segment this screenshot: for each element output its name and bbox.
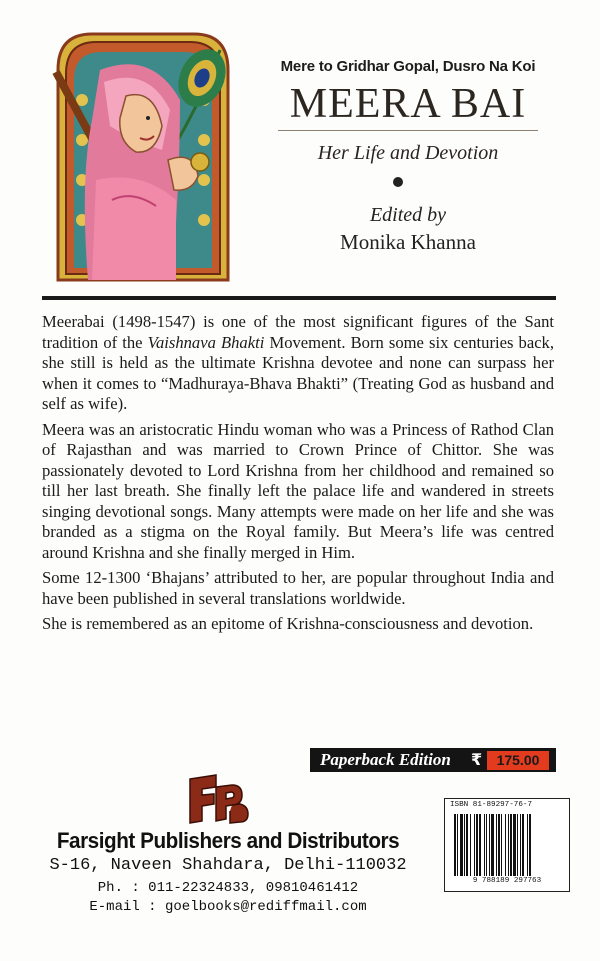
book-subtitle: Her Life and Devotion xyxy=(317,142,499,164)
isbn-label: ISBN 81-89297-76-7 xyxy=(450,801,533,809)
barcode-bar xyxy=(520,814,521,876)
barcode-bar xyxy=(454,814,456,876)
publisher-email: E-mail : goelbooks@rediffmail.com xyxy=(89,899,367,915)
publisher-logo-text: FPD xyxy=(186,773,188,774)
book-title: MEERA BAI xyxy=(289,81,527,127)
rupee-icon: ₹ xyxy=(471,750,483,769)
barcode-icon xyxy=(452,814,560,876)
barcode-bar xyxy=(517,814,518,876)
barcode-bar xyxy=(464,814,465,876)
section-divider xyxy=(42,296,556,300)
barcode-bar xyxy=(529,814,531,876)
barcode-bar xyxy=(513,814,516,876)
barcode-bar xyxy=(486,814,487,876)
tagline: Mere to Gridhar Gopal, Dusro Na Koi xyxy=(280,58,536,75)
barcode-bar xyxy=(466,814,468,876)
publisher-logo xyxy=(186,773,250,825)
isbn-digits: 9 788189 297763 xyxy=(472,877,542,885)
barcode-bar xyxy=(505,814,506,876)
title-divider xyxy=(278,130,538,131)
bullet-ornament xyxy=(393,177,403,187)
barcode-bar xyxy=(527,814,528,876)
publisher-address: S-16, Naveen Shahdara, Delhi-110032 xyxy=(49,856,407,875)
blurb-paragraph-4: She is remembered as an epitome of Krishna-consciousness and devotion. xyxy=(42,614,534,633)
barcode-bar xyxy=(489,814,490,876)
emphasis-vaishnava-bhakti: Vaishnava Bhakti xyxy=(147,332,265,352)
barcode-bar xyxy=(508,814,509,876)
barcode-bar xyxy=(496,814,497,876)
price-value: 175.00 xyxy=(487,751,549,770)
barcode-bar xyxy=(484,814,485,876)
meera-bai-portrait xyxy=(52,30,234,282)
barcode-bar xyxy=(457,814,458,876)
publisher-name: Farsight Publishers and Distributors xyxy=(56,828,400,853)
blurb-text xyxy=(42,312,554,640)
edited-by-label: Edited by xyxy=(369,204,447,226)
barcode-bar xyxy=(460,814,463,876)
barcode-bar xyxy=(522,814,524,876)
barcode-bar xyxy=(479,814,481,876)
barcode-bar xyxy=(470,814,471,876)
publisher-phone: Ph. : 011-22324833, 09810461412 xyxy=(97,880,359,896)
blurb-paragraph-1: Meerabai (1498-1547) is one of the most significant figures of the Sant tradition of the Vaishnava Bhakti Movement. Born some six centuries back, she still is held as the ultimate Krishna devotee and none can surpass her when it comes to “Madhuraya-Bhava Bhakti” (Treating God as husband and self as wife). xyxy=(42,312,554,413)
barcode-bar xyxy=(491,814,494,876)
barcode-bar xyxy=(510,814,512,876)
barcode-bar xyxy=(501,814,502,876)
edition-label: Paperback Edition xyxy=(320,750,451,769)
barcode-bar xyxy=(476,814,478,876)
blurb-paragraph-2: Meera was an aristocratic Hindu woman who was a Princess of Rathod Clan of Rajasthan and was married to Crown Prince of Chittor. She was passionately devoted to Lord Krishna from her childhood and remained so till her last breath. She finally left the palace life and wandered in streets singing devotional songs. Many attempts were made on her life and she was branded as a stigma on the Royal family. But Meera’s life was centred around Krishna and she finally merged in Him. xyxy=(42,419,554,562)
barcode-bar xyxy=(498,814,500,876)
blurb-paragraph-3: Some 12-1300 ‘Bhajans’ attributed to her, are popular throughout India and have been published in several translations worldwide. xyxy=(42,568,554,608)
barcode-bar xyxy=(474,814,475,876)
editor-name: Monika Khanna xyxy=(340,230,476,254)
